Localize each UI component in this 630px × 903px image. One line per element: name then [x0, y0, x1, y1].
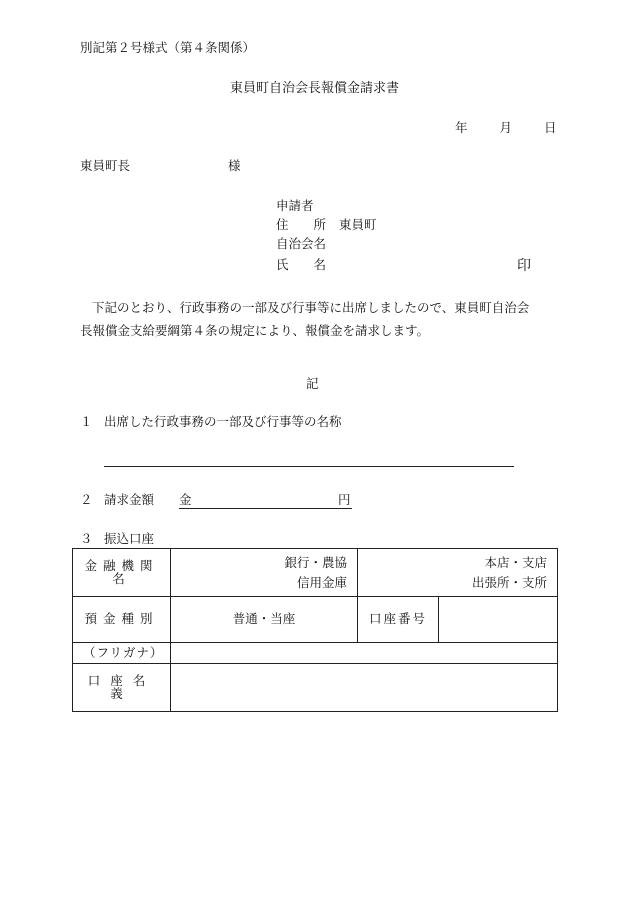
amount-prefix: 金: [179, 492, 192, 507]
furigana-label: （フリガナ）: [73, 643, 171, 664]
furigana-row: [73, 643, 558, 664]
institution-label: 金融機関名: [73, 549, 171, 597]
body-line-2: 長報償金支給要綱第４条の規定により、報償金を請求します。: [80, 323, 430, 338]
event-name-line: [104, 466, 514, 467]
account-number-value[interactable]: [439, 597, 558, 643]
bank-account-table: [72, 548, 558, 712]
item1-number: １: [80, 414, 93, 429]
amount-suffix: 円: [338, 492, 351, 507]
name-label: 氏 名: [276, 257, 327, 272]
address-label: 住 所: [276, 217, 327, 232]
item1-label: 出席した行政事務の一部及び行事等の名称: [104, 414, 342, 429]
bank-type-cell: [171, 549, 358, 597]
bank-types-1: 銀行・農協: [284, 554, 347, 570]
holder-row: [73, 664, 558, 712]
form-number: 別記第２号様式（第４条関係）: [80, 40, 256, 55]
association-label: 自治会名: [276, 236, 327, 251]
bank-types-2: 信用金庫: [296, 574, 347, 590]
institution-row: [73, 549, 558, 597]
address-value: 東員町: [339, 217, 377, 232]
item2-label: 請求金額: [104, 492, 155, 507]
date-month-label: 月: [499, 120, 512, 135]
item3-number: ３: [80, 531, 93, 546]
date-line: [455, 122, 556, 135]
item3-label: 振込口座: [104, 531, 155, 546]
deposit-row: [73, 597, 558, 643]
branch-types-1: 本店・支店: [484, 554, 547, 570]
date-year-label: 年: [455, 120, 468, 135]
branch-type-cell: [358, 549, 558, 597]
holder-value[interactable]: [171, 664, 558, 712]
ki-heading: 記: [306, 376, 319, 391]
amount-underline: [179, 508, 352, 509]
applicant-heading: 申請者: [276, 198, 314, 213]
holder-label: 口座名義: [73, 664, 171, 712]
addressee-honorific: 様: [228, 158, 241, 173]
deposit-type-label: 預金種別: [73, 597, 171, 643]
furigana-value[interactable]: [171, 643, 558, 664]
body-line-1: 下記のとおり、行政事務の一部及び行事等に出席しましたので、東員町自治会: [92, 300, 530, 315]
deposit-options: 普通・当座: [171, 597, 358, 643]
item2-number: ２: [80, 492, 93, 507]
branch-types-2: 出張所・支所: [471, 574, 547, 590]
addressee-name: 東員町長: [80, 158, 131, 173]
document-title: 東員町自治会長報償金請求書: [230, 81, 400, 96]
account-number-label: 口座番号: [358, 597, 439, 643]
request-body: [80, 296, 550, 342]
seal-mark: 印: [517, 258, 531, 274]
date-day-label: 日: [543, 120, 557, 135]
